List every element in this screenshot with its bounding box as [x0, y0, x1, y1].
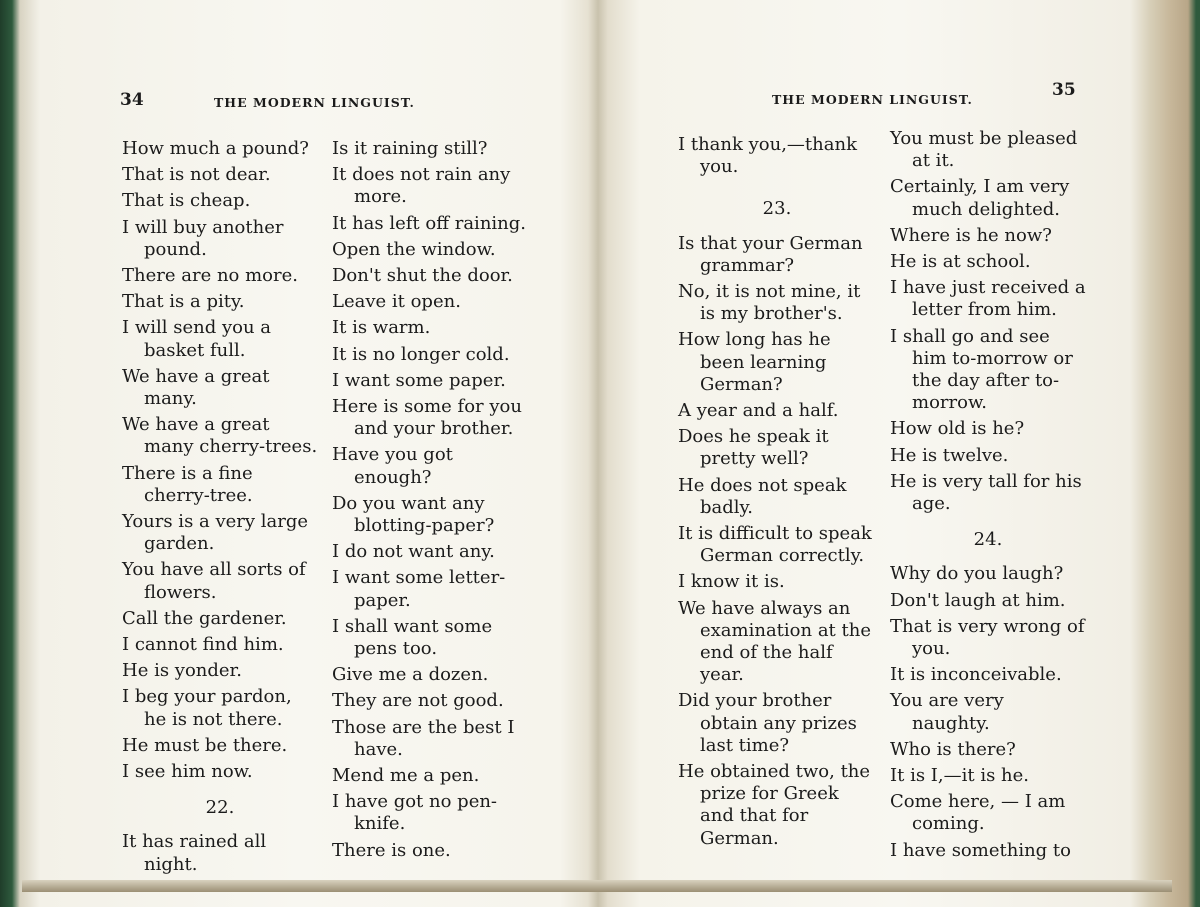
phrase-line: It is inconceivable. [890, 664, 1062, 686]
col-lines [678, 233, 876, 850]
phrase-line: Give me a dozen. [332, 664, 489, 686]
running-head: THE MODERN LINGUIST. [214, 95, 415, 110]
phrase-line: I have got no pen-knife. [332, 791, 498, 835]
phrase-line: Open the window. [332, 238, 496, 260]
phrase-line: He is very tall for his age. [890, 470, 1082, 515]
phrase-line: He is at school. [890, 251, 1031, 273]
phrase-line: He is yonder. [122, 660, 242, 682]
page-number: 35 [1052, 80, 1076, 100]
phrase-line: How long has he been learning German? [678, 329, 831, 395]
running-head: THE MODERN LINGUIST. [772, 92, 973, 107]
phrase-line: It is no longer cold. [332, 343, 510, 365]
phrase-line: Leave it open. [332, 291, 461, 313]
phrase-line: I want some letter-paper. [332, 567, 506, 611]
phrase-line: How much a pound? [122, 138, 309, 159]
phrase-line: Where is he now? [890, 224, 1052, 246]
col-lines [332, 138, 530, 862]
phrase-line: I shall go and see him to-morrow or the day after to-morrow. [890, 325, 1073, 414]
phrase-line: There is a fine cherry-tree. [122, 462, 253, 506]
phrase-line: They are not good. [332, 690, 504, 712]
phrase-line: I beg your pardon, he is not there. [122, 686, 292, 730]
phrase-line: Don't shut the door. [332, 265, 513, 287]
phrase-line: Do you want any blotting-paper? [332, 492, 495, 537]
phrase-line: Mend me a pen. [332, 765, 480, 787]
phrase-line: A year and a half. [678, 400, 839, 422]
phrase-line: I will send you a basket full. [122, 317, 272, 361]
phrase-line: You must be pleased at it. [890, 128, 1078, 172]
phrase-line: There is one. [332, 839, 451, 861]
left-page-column-2 [332, 138, 530, 862]
col-lines [122, 138, 318, 783]
phrase-line: He does not speak badly. [678, 474, 847, 518]
phrase-line: That is cheap. [122, 190, 251, 212]
phrase-line: Is that your German grammar? [678, 232, 863, 276]
phrase-line: I do not want any. [332, 541, 495, 563]
left-page-column-1 [122, 138, 318, 876]
col-lines [890, 563, 1086, 861]
phrase-line: Why do you laugh? [890, 563, 1064, 585]
phrase-line: I have just received a letter from him. [890, 277, 1086, 321]
phrase-line: It has rained all night. [122, 831, 267, 875]
phrase-line: Don't laugh at him. [890, 589, 1066, 611]
phrase-line: You are very naughty. [890, 690, 1004, 734]
phrase-line: I want some paper. [332, 369, 506, 391]
page-edges [22, 880, 1172, 892]
phrase-line: That is a pity. [122, 291, 245, 313]
phrase-line: Here is some for you and your brother. [332, 396, 522, 440]
section-heading-22: 22. [205, 797, 235, 819]
phrase-line: No, it is not mine, it is my brother's. [678, 281, 861, 325]
col-lines [890, 128, 1086, 515]
phrase-line: He must be there. [122, 734, 288, 756]
phrase-line: Certainly, I am very much delighted. [890, 176, 1070, 220]
phrase-line: How old is he? [890, 418, 1025, 440]
left-page [22, 0, 598, 880]
page-number: 34 [120, 90, 144, 110]
phrase-line: We have a great many cherry-trees. [122, 414, 318, 458]
phrase-line: I know it is. [678, 571, 785, 593]
phrase-line: It is I,—it is he. [890, 765, 1030, 787]
phrase-line: There are no more. [122, 265, 298, 287]
phrase-line: Yours is a very large garden. [122, 511, 309, 555]
section-heading-23: 23. [762, 198, 792, 220]
phrase-line: It does not rain any more. [332, 164, 511, 208]
phrase-line: I cannot find him. [122, 634, 284, 656]
phrase-line: Call the gardener. [122, 607, 287, 629]
phrase-line: It is difficult to speak German correctly. [678, 523, 872, 567]
right-page-column-1 [678, 134, 876, 850]
phrase-line: Who is there? [890, 738, 1016, 760]
phrase-line: We have always an examination at the end of the half year. [678, 597, 871, 686]
section-heading-24: 24. [973, 529, 1003, 551]
col-lines [122, 831, 318, 875]
phrase-line: I see him now. [122, 761, 253, 783]
phrase-line: Did your brother obtain any prizes last time? [678, 690, 857, 756]
phrase-line: Those are the best I have. [332, 716, 515, 760]
phrase-line: I thank you,—thank you. [678, 134, 857, 178]
phrase-line: It is warm. [332, 317, 431, 339]
phrase-line: Have you got enough? [332, 444, 453, 488]
phrase-line: He is twelve. [890, 444, 1009, 466]
right-page [606, 0, 1180, 880]
right-page-column-2 [890, 128, 1086, 862]
phrase-line: I have something to [890, 839, 1071, 861]
phrase-line: Is it raining still? [332, 138, 488, 159]
phrase-line: Does he speak it pretty well? [678, 426, 829, 470]
phrase-line: I shall want some pens too. [332, 615, 493, 660]
phrase-line: He obtained two, the prize for Greek and that for German. [678, 761, 871, 849]
phrase-line: I will buy another pound. [122, 216, 284, 260]
col-lines [678, 134, 876, 178]
phrase-line: That is very wrong of you. [890, 615, 1085, 660]
phrase-line: It has left off raining. [332, 212, 527, 234]
phrase-line: That is not dear. [122, 164, 271, 186]
phrase-line: We have a great many. [122, 365, 270, 410]
phrase-line: Come here, — I am coming. [890, 791, 1066, 835]
phrase-line: You have all sorts of flowers. [122, 559, 306, 603]
